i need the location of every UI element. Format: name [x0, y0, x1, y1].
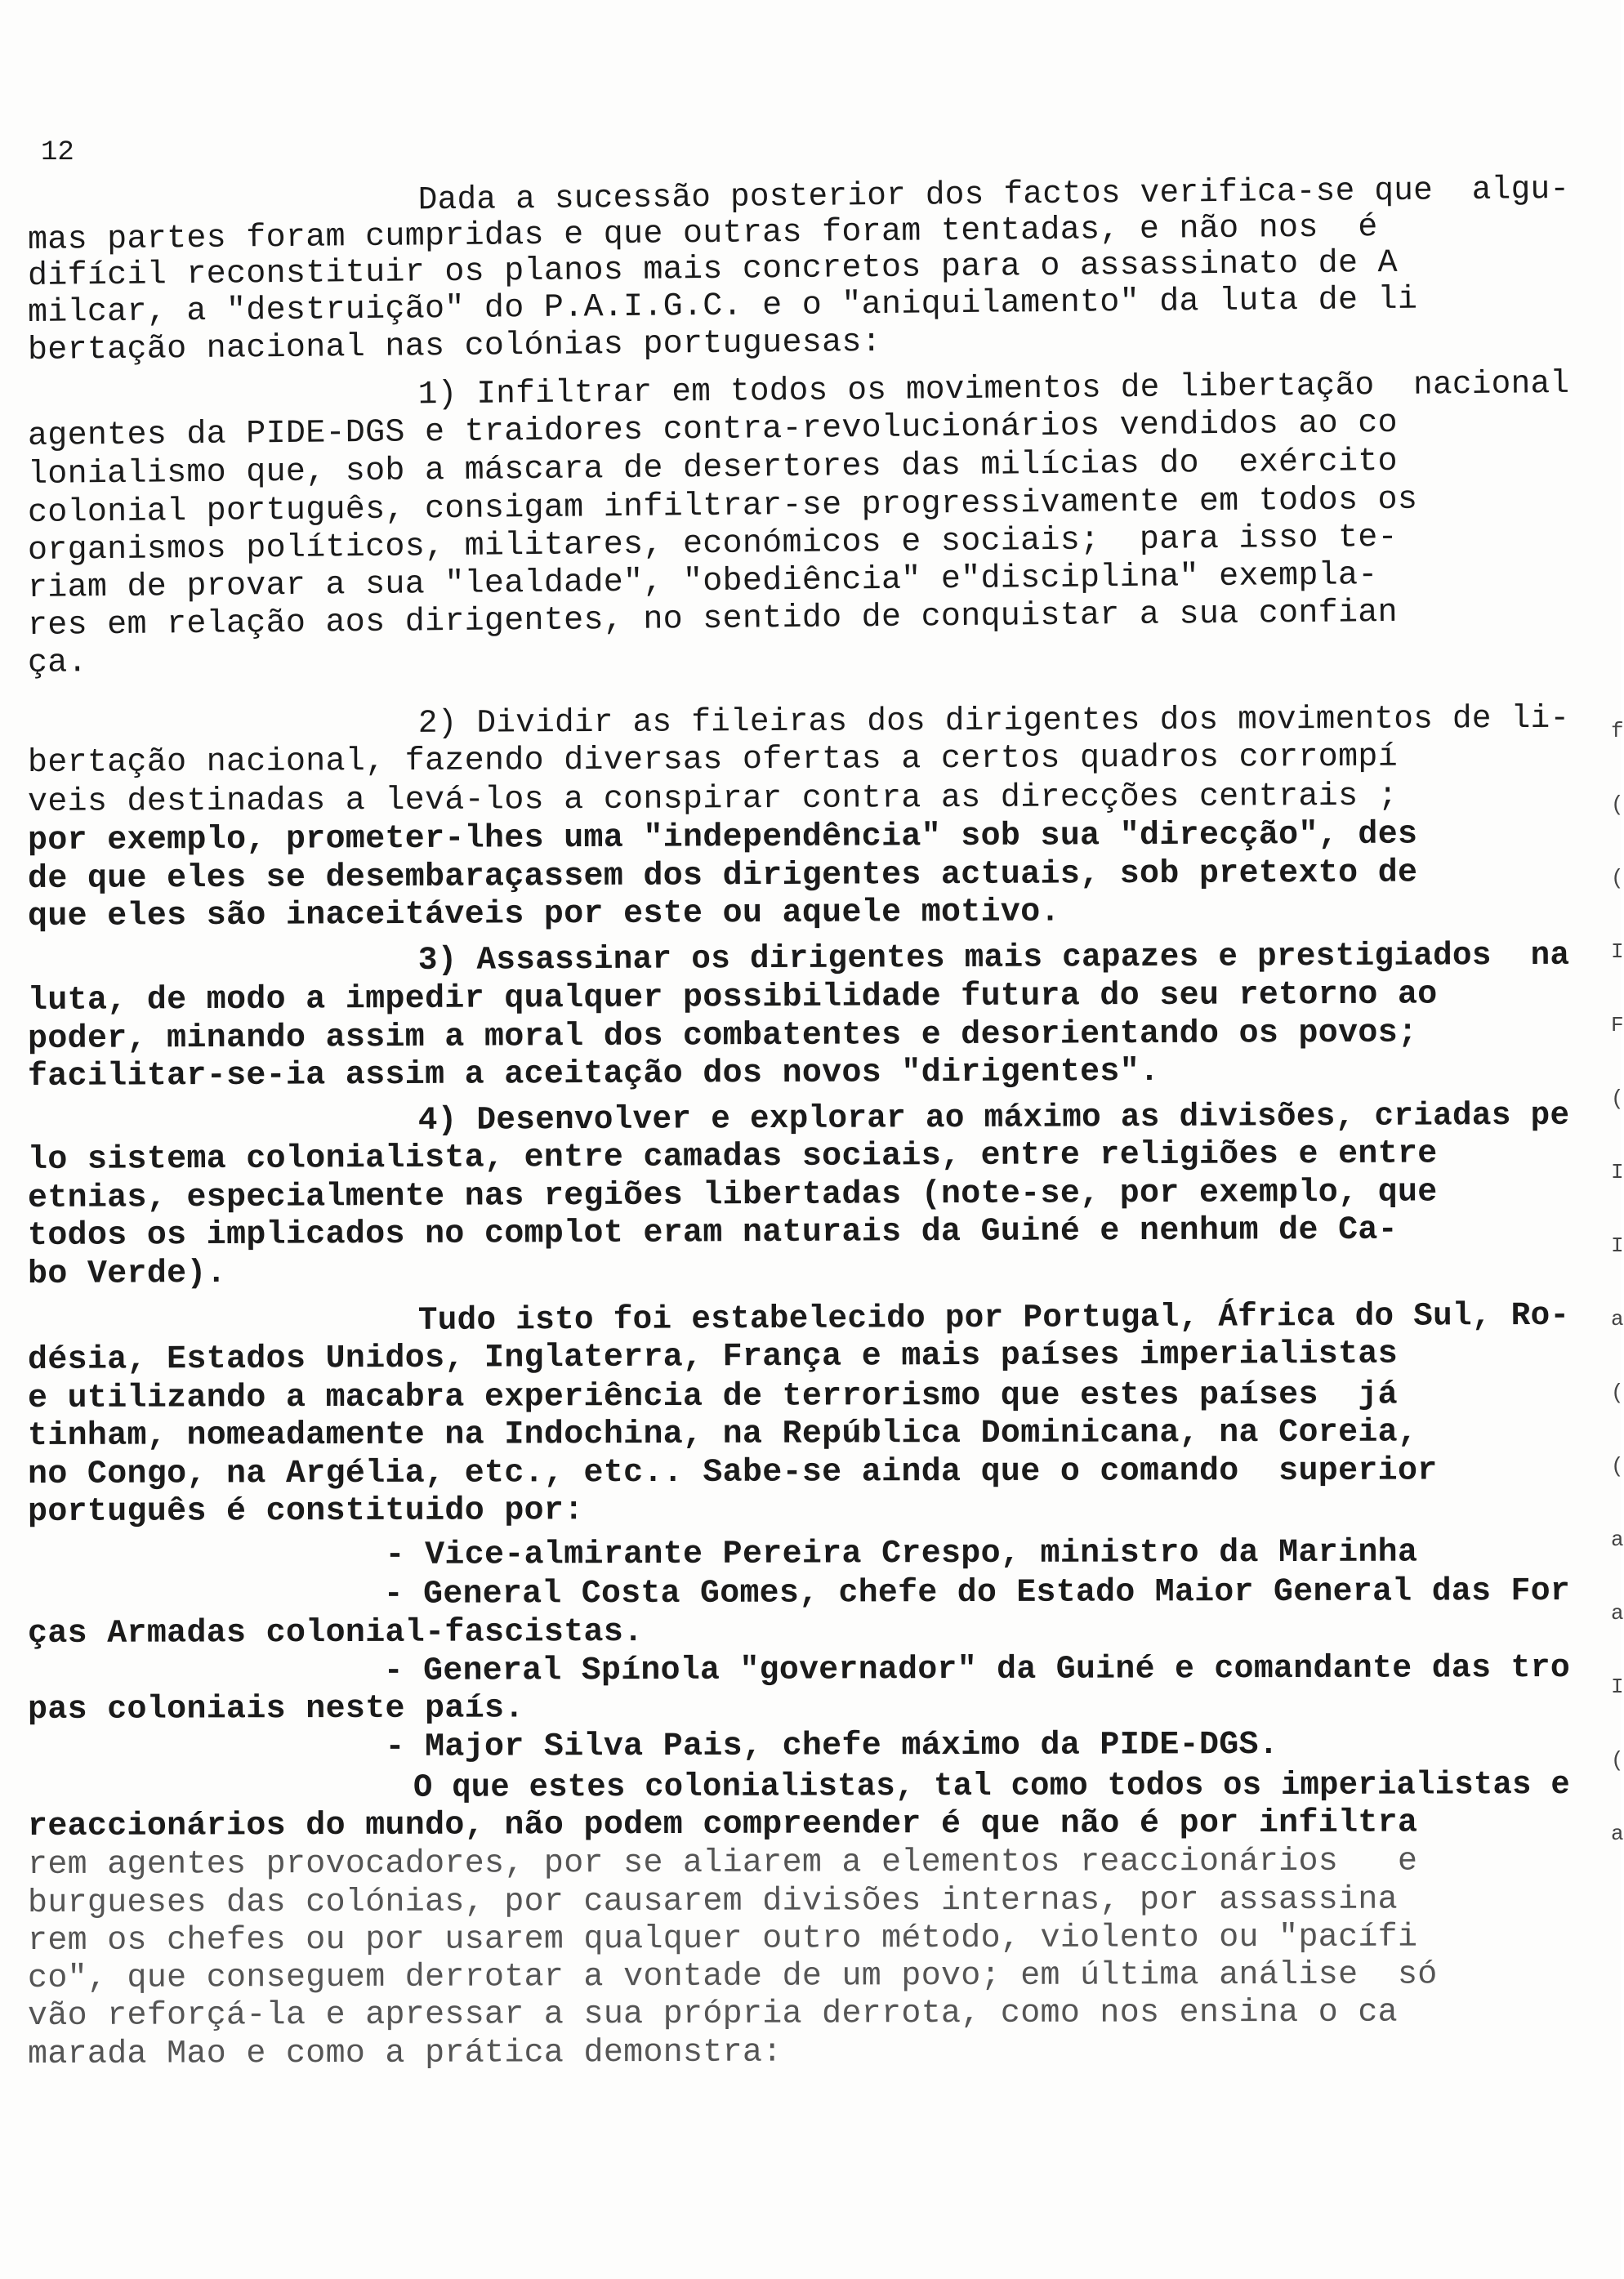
margin-mark: a	[1611, 1307, 1624, 1331]
margin-mark: (	[1611, 1380, 1624, 1405]
text-line: organismos políticos, militares, económicos e sociais; para isso te-	[27, 519, 1399, 569]
text-line: veis destinadas a levá-los a conspirar contra as direcções centrais ;	[27, 778, 1399, 821]
text-line: milcar, a "destruição" do P.A.I.G.C. e o "aniquilamento" da luta de li	[27, 281, 1418, 332]
margin-mark: I	[1611, 1233, 1624, 1258]
text-line: português é constituido por:	[27, 1492, 584, 1531]
text-line: ça.	[27, 644, 88, 682]
text-line: agentes da PIDE-DGS e traidores contra-revolucionários vendidos ao co	[27, 404, 1399, 455]
page-number: 12	[41, 137, 74, 168]
text-line: reaccionários do mundo, não podem compreender é que não é por infiltra	[27, 1804, 1418, 1845]
margin-mark: F	[1611, 1013, 1624, 1037]
text-line: désia, Estados Unidos, Inglaterra, França e mais países imperialistas	[27, 1336, 1399, 1379]
text-line: O que estes colonialistas, tal como todos os imperialistas e	[27, 1767, 1570, 1808]
text-line: difícil reconstituir os planos mais concretos para o assassinato de A	[27, 244, 1399, 295]
text-line: Dada a sucessão posterior dos factos verifica-se que algu-	[27, 171, 1570, 223]
text-line: 2) Dividir as fileiras dos dirigentes dos movimentos de li-	[27, 700, 1570, 744]
margin-mark: (	[1611, 866, 1624, 890]
margin-mark: I	[1611, 1160, 1624, 1184]
text-line: 3) Assassinar os dirigentes mais capazes e prestigiados na	[27, 937, 1570, 981]
margin-mark: (	[1611, 792, 1624, 817]
text-line: pas coloniais neste país.	[27, 1690, 524, 1728]
text-line: tinham, nomeadamente na Indochina, na República Dominicana, na Coreia,	[27, 1414, 1418, 1455]
text-line: colonial português, consigam infiltrar-se progressivamente em todos os	[27, 481, 1418, 532]
margin-mark: I	[1611, 1675, 1624, 1699]
text-line: etnias, especialmente nas regiões libertadas (note-se, por exemplo, que	[27, 1174, 1438, 1217]
text-line: e utilizando a macabra experiência de terrorismo que estes países já	[27, 1376, 1399, 1417]
text-line: mas partes foram cumpridas e que outras foram tentadas, e não nos é	[27, 209, 1378, 259]
text-line: de que eles se desembaraçassem dos dirigentes actuais, sob pretexto de	[27, 854, 1418, 898]
text-line: marada Mao e como a prática demonstra:	[27, 2034, 783, 2073]
text-line: ças Armadas colonial-fascistas.	[27, 1614, 644, 1652]
text-line: que eles são inaceitáveis por este ou aquele motivo.	[27, 894, 1060, 935]
text-line: facilitar-se-ia assim a aceitação dos novos "dirigentes".	[27, 1053, 1160, 1095]
text-line: rem agentes provocadores, por se aliarem a elementos reaccionários e	[27, 1843, 1418, 1884]
text-line: burgueses das colónias, por causarem divisões internas, por assassina	[27, 1881, 1399, 1922]
text-line: Tudo isto foi estabelecido por Portugal, África do Sul, Ro-	[27, 1297, 1570, 1341]
margin-mark: a	[1611, 1601, 1624, 1626]
text-line: rem os chefes ou por usarem qualquer outro método, violento ou "pacífi	[27, 1919, 1418, 1960]
text-line: riam de provar a sua "lealdade", "obediência" e"disciplina" exempla-	[27, 557, 1378, 607]
text-line: bertação nacional, fazendo diversas ofertas a certos quadros corrompí	[27, 738, 1399, 782]
text-line: - General Costa Gomes, chefe do Estado Maior General das For	[27, 1573, 1571, 1614]
margin-mark: a	[1611, 1822, 1624, 1846]
margin-mark: a	[1611, 1528, 1624, 1552]
text-line: bo Verde).	[27, 1255, 227, 1293]
text-line: bertação nacional nas colónias portuguesas:	[27, 323, 882, 369]
text-line: lonialismo que, sob a máscara de desertores das milícias do exército	[27, 443, 1399, 493]
margin-mark: (	[1611, 1086, 1624, 1111]
text-line: lo sistema colonialista, entre camadas sociais, entre religiões e entre	[27, 1135, 1438, 1179]
text-line: vão reforçá-la e apressar a sua própria derrota, como nos ensina o ca	[27, 1994, 1399, 2035]
margin-mark: f	[1611, 719, 1624, 743]
text-line: - General Spínola "governador" da Guiné e comandante das tro	[27, 1650, 1571, 1691]
margin-mark: (	[1611, 1748, 1624, 1773]
right-margin-strip	[1604, 719, 1624, 1911]
text-line: - Vice-almirante Pereira Crespo, ministro da Marinha	[27, 1534, 1418, 1575]
text-line: - Major Silva Pais, chefe máximo da PIDE-DGS.	[27, 1726, 1279, 1767]
text-line: 1) Infiltrar em todos os movimentos de libertação nacional	[27, 365, 1570, 417]
text-line: 4) Desenvolver e explorar ao máximo as divisões, criadas pe	[27, 1097, 1570, 1141]
margin-mark: (	[1611, 1454, 1624, 1478]
text-line: por exemplo, prometer-lhes uma "independência" sob sua "direcção", des	[27, 816, 1418, 859]
text-line: res em relação aos dirigentes, no sentido de conquistar a sua confian	[27, 594, 1399, 644]
text-line: poder, minando assim a moral dos combatentes e desorientando os povos;	[27, 1015, 1418, 1058]
text-line: todos os implicados no complot eram naturais da Guiné e nenhum de Ca-	[27, 1211, 1399, 1255]
text-line: no Congo, na Argélia, etc., etc.. Sabe-se ainda que o comando superior	[27, 1452, 1438, 1493]
margin-mark: I	[1611, 939, 1624, 964]
text-line: co", que conseguem derrotar a vontade de um povo; em última análise só	[27, 1956, 1438, 1997]
text-line: luta, de modo a impedir qualquer possibilidade futura do seu retorno ao	[27, 976, 1438, 1019]
